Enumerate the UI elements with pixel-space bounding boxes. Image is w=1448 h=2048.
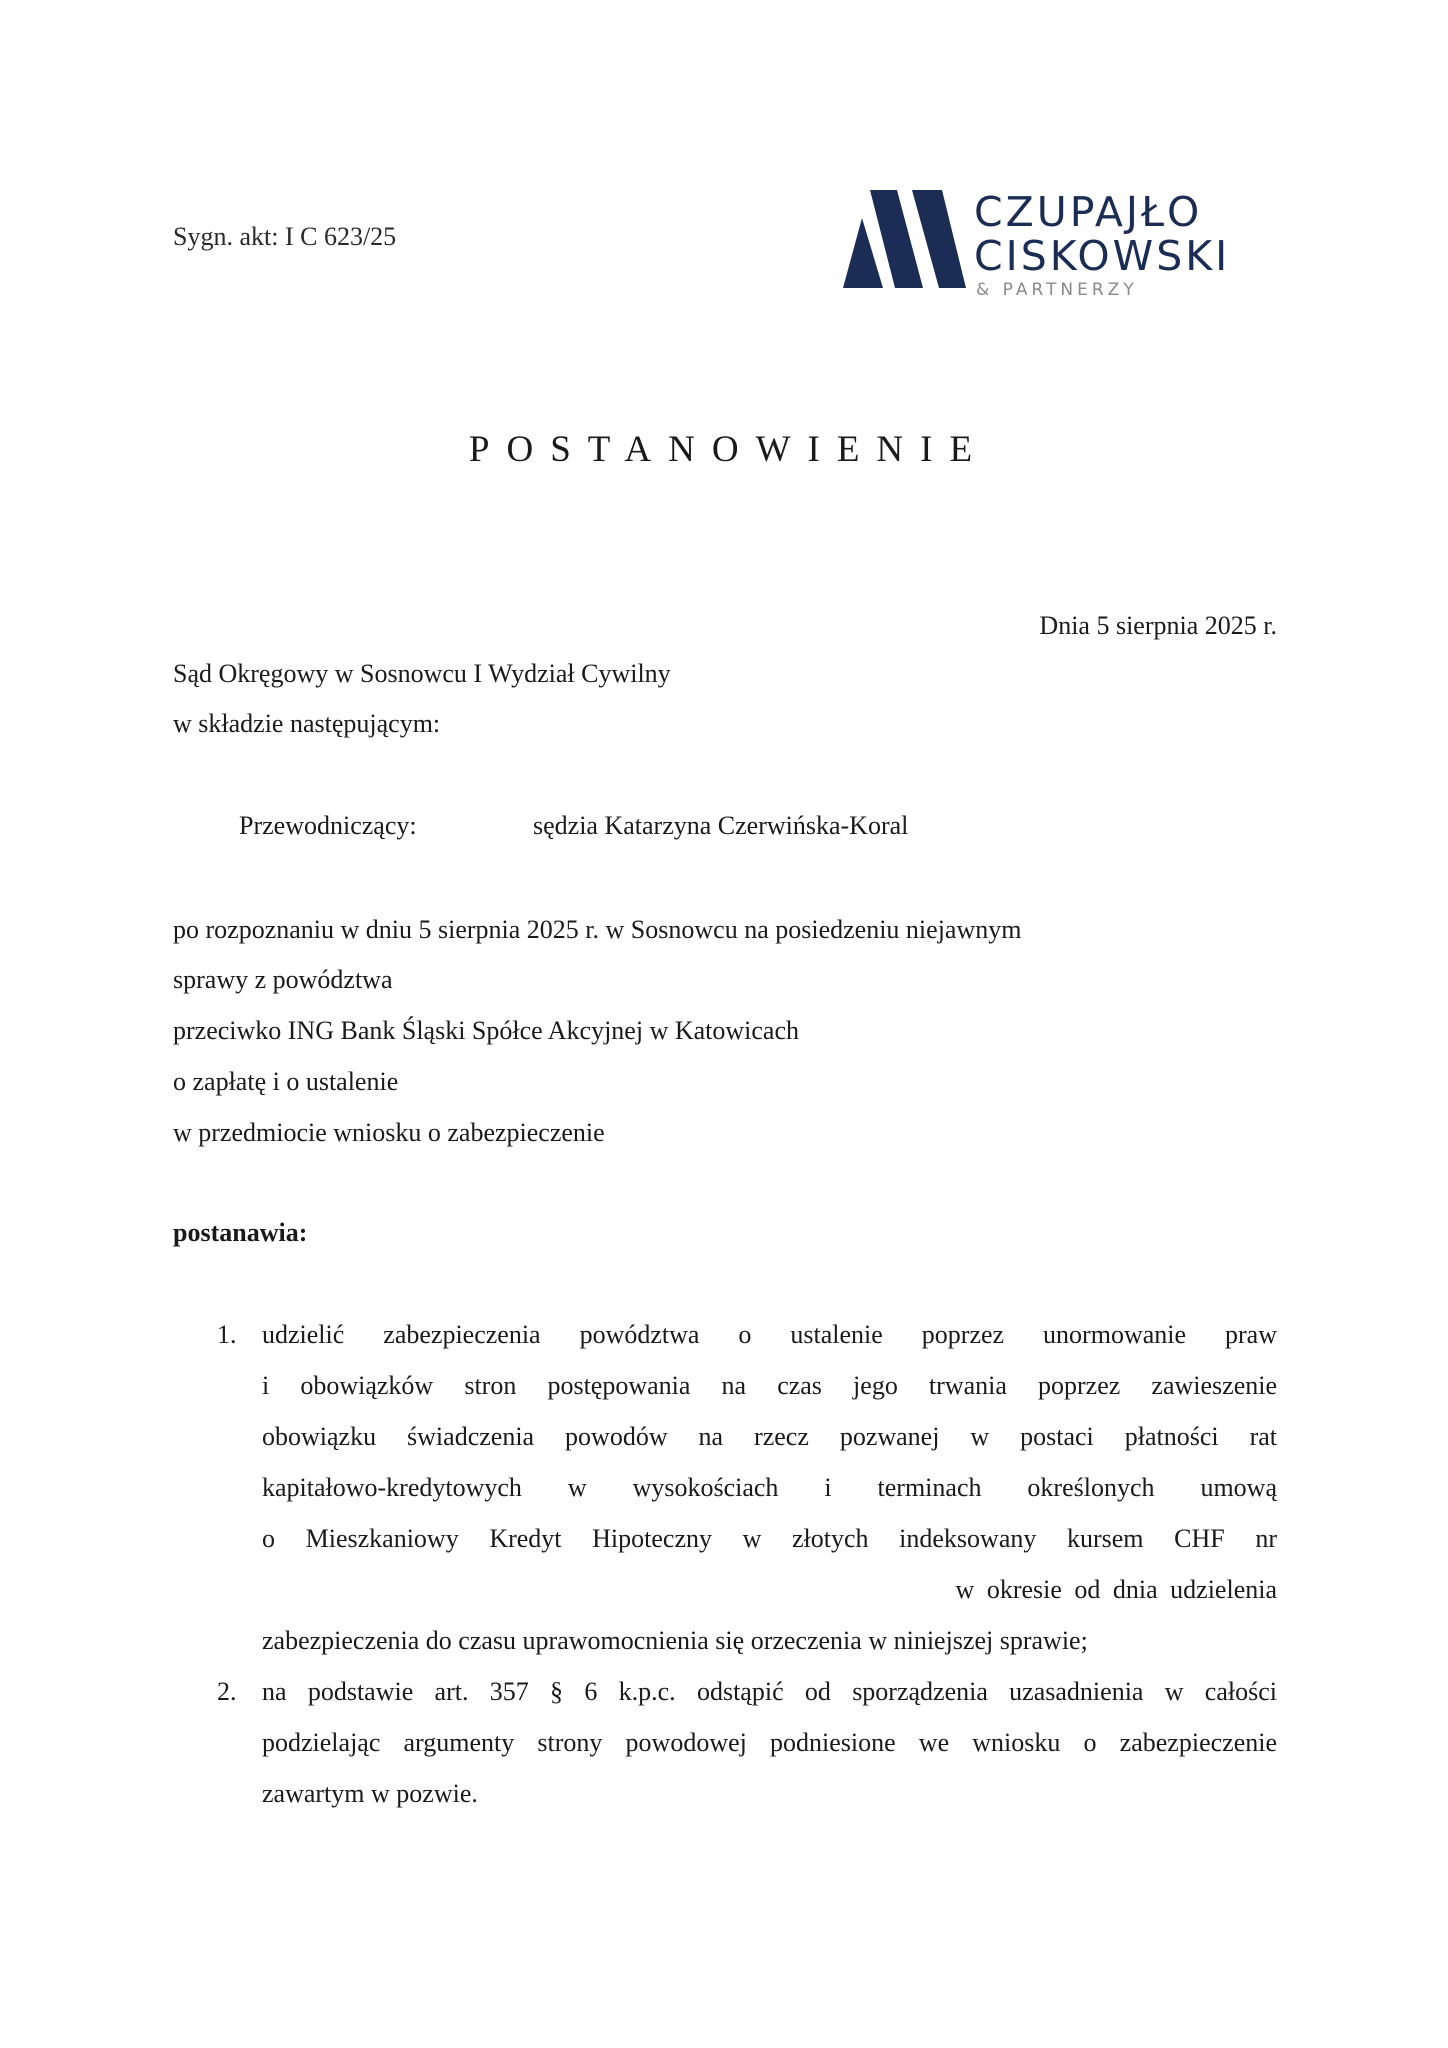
item-line: i obowiązków stron postępowania na czas jego trwania poprzez zawieszenie [262, 1371, 1277, 1400]
logo-bar-2 [912, 190, 966, 288]
intro-line: sprawy z powództwa [173, 965, 393, 994]
item-number: 1. [217, 1320, 237, 1349]
intro-line: o zapłatę i o ustalenie [173, 1067, 399, 1096]
case-number: Sygn. akt: I C 623/25 [173, 222, 397, 251]
item-number: 2. [217, 1677, 237, 1706]
logo-text-line1: CZUPAJŁO [974, 188, 1203, 236]
item-line: zabezpieczenia do czasu uprawomocnienia się orzeczenia w niniejszej sprawie; [262, 1626, 1088, 1655]
logo-mark-icon [843, 188, 973, 300]
court-name: Sąd Okręgowy w Sosnowcu I Wydział Cywilny [173, 659, 671, 688]
chair-label: Przewodniczący: [239, 811, 417, 840]
intro-line: przeciwko ING Bank Śląski Spółce Akcyjnej w Katowicach [173, 1016, 800, 1045]
item-line: zawartym w pozwie. [262, 1779, 478, 1808]
item-line: na podstawie art. 357 § 6 k.p.c. odstąpić od sporządzenia uzasadnienia w całości [262, 1677, 1277, 1706]
intro-line: w przedmiocie wniosku o zabezpieczenie [173, 1118, 605, 1147]
decides-label: postanawia: [173, 1218, 308, 1247]
document-title: POSTANOWIENIE [468, 429, 990, 470]
item-line: udzielić zabezpieczenia powództwa o ustalenie poprzez unormowanie praw [262, 1320, 1277, 1349]
logo-text-line3: & PARTNERZY [976, 280, 1138, 300]
chair-name: sędzia Katarzyna Czerwińska-Koral [533, 811, 909, 840]
item-line: o Mieszkaniowy Kredyt Hipoteczny w złotych indeksowany kursem CHF nr [262, 1524, 1277, 1553]
logo-triangle [843, 218, 883, 288]
logo-text-line2: CISKOWSKI [974, 232, 1231, 280]
item-line: podzielając argumenty strony powodowej podniesione we wniosku o zabezpieczenie [262, 1728, 1277, 1757]
law-firm-logo [843, 188, 1263, 302]
court-composition-label: w składzie następującym: [173, 709, 441, 738]
item-line: obowiązku świadczenia powodów na rzecz pozwanej w postaci płatności rat [262, 1422, 1277, 1451]
document-date: Dnia 5 sierpnia 2025 r. [1039, 611, 1277, 640]
intro-line: po rozpoznaniu w dniu 5 sierpnia 2025 r. w Sosnowcu na posiedzeniu niejawnym [173, 915, 1022, 944]
item-line: kapitałowo-kredytowych w wysokościach i terminach określonych umową [262, 1473, 1277, 1502]
item-line: w okresie od dnia udzielenia [955, 1575, 1277, 1604]
